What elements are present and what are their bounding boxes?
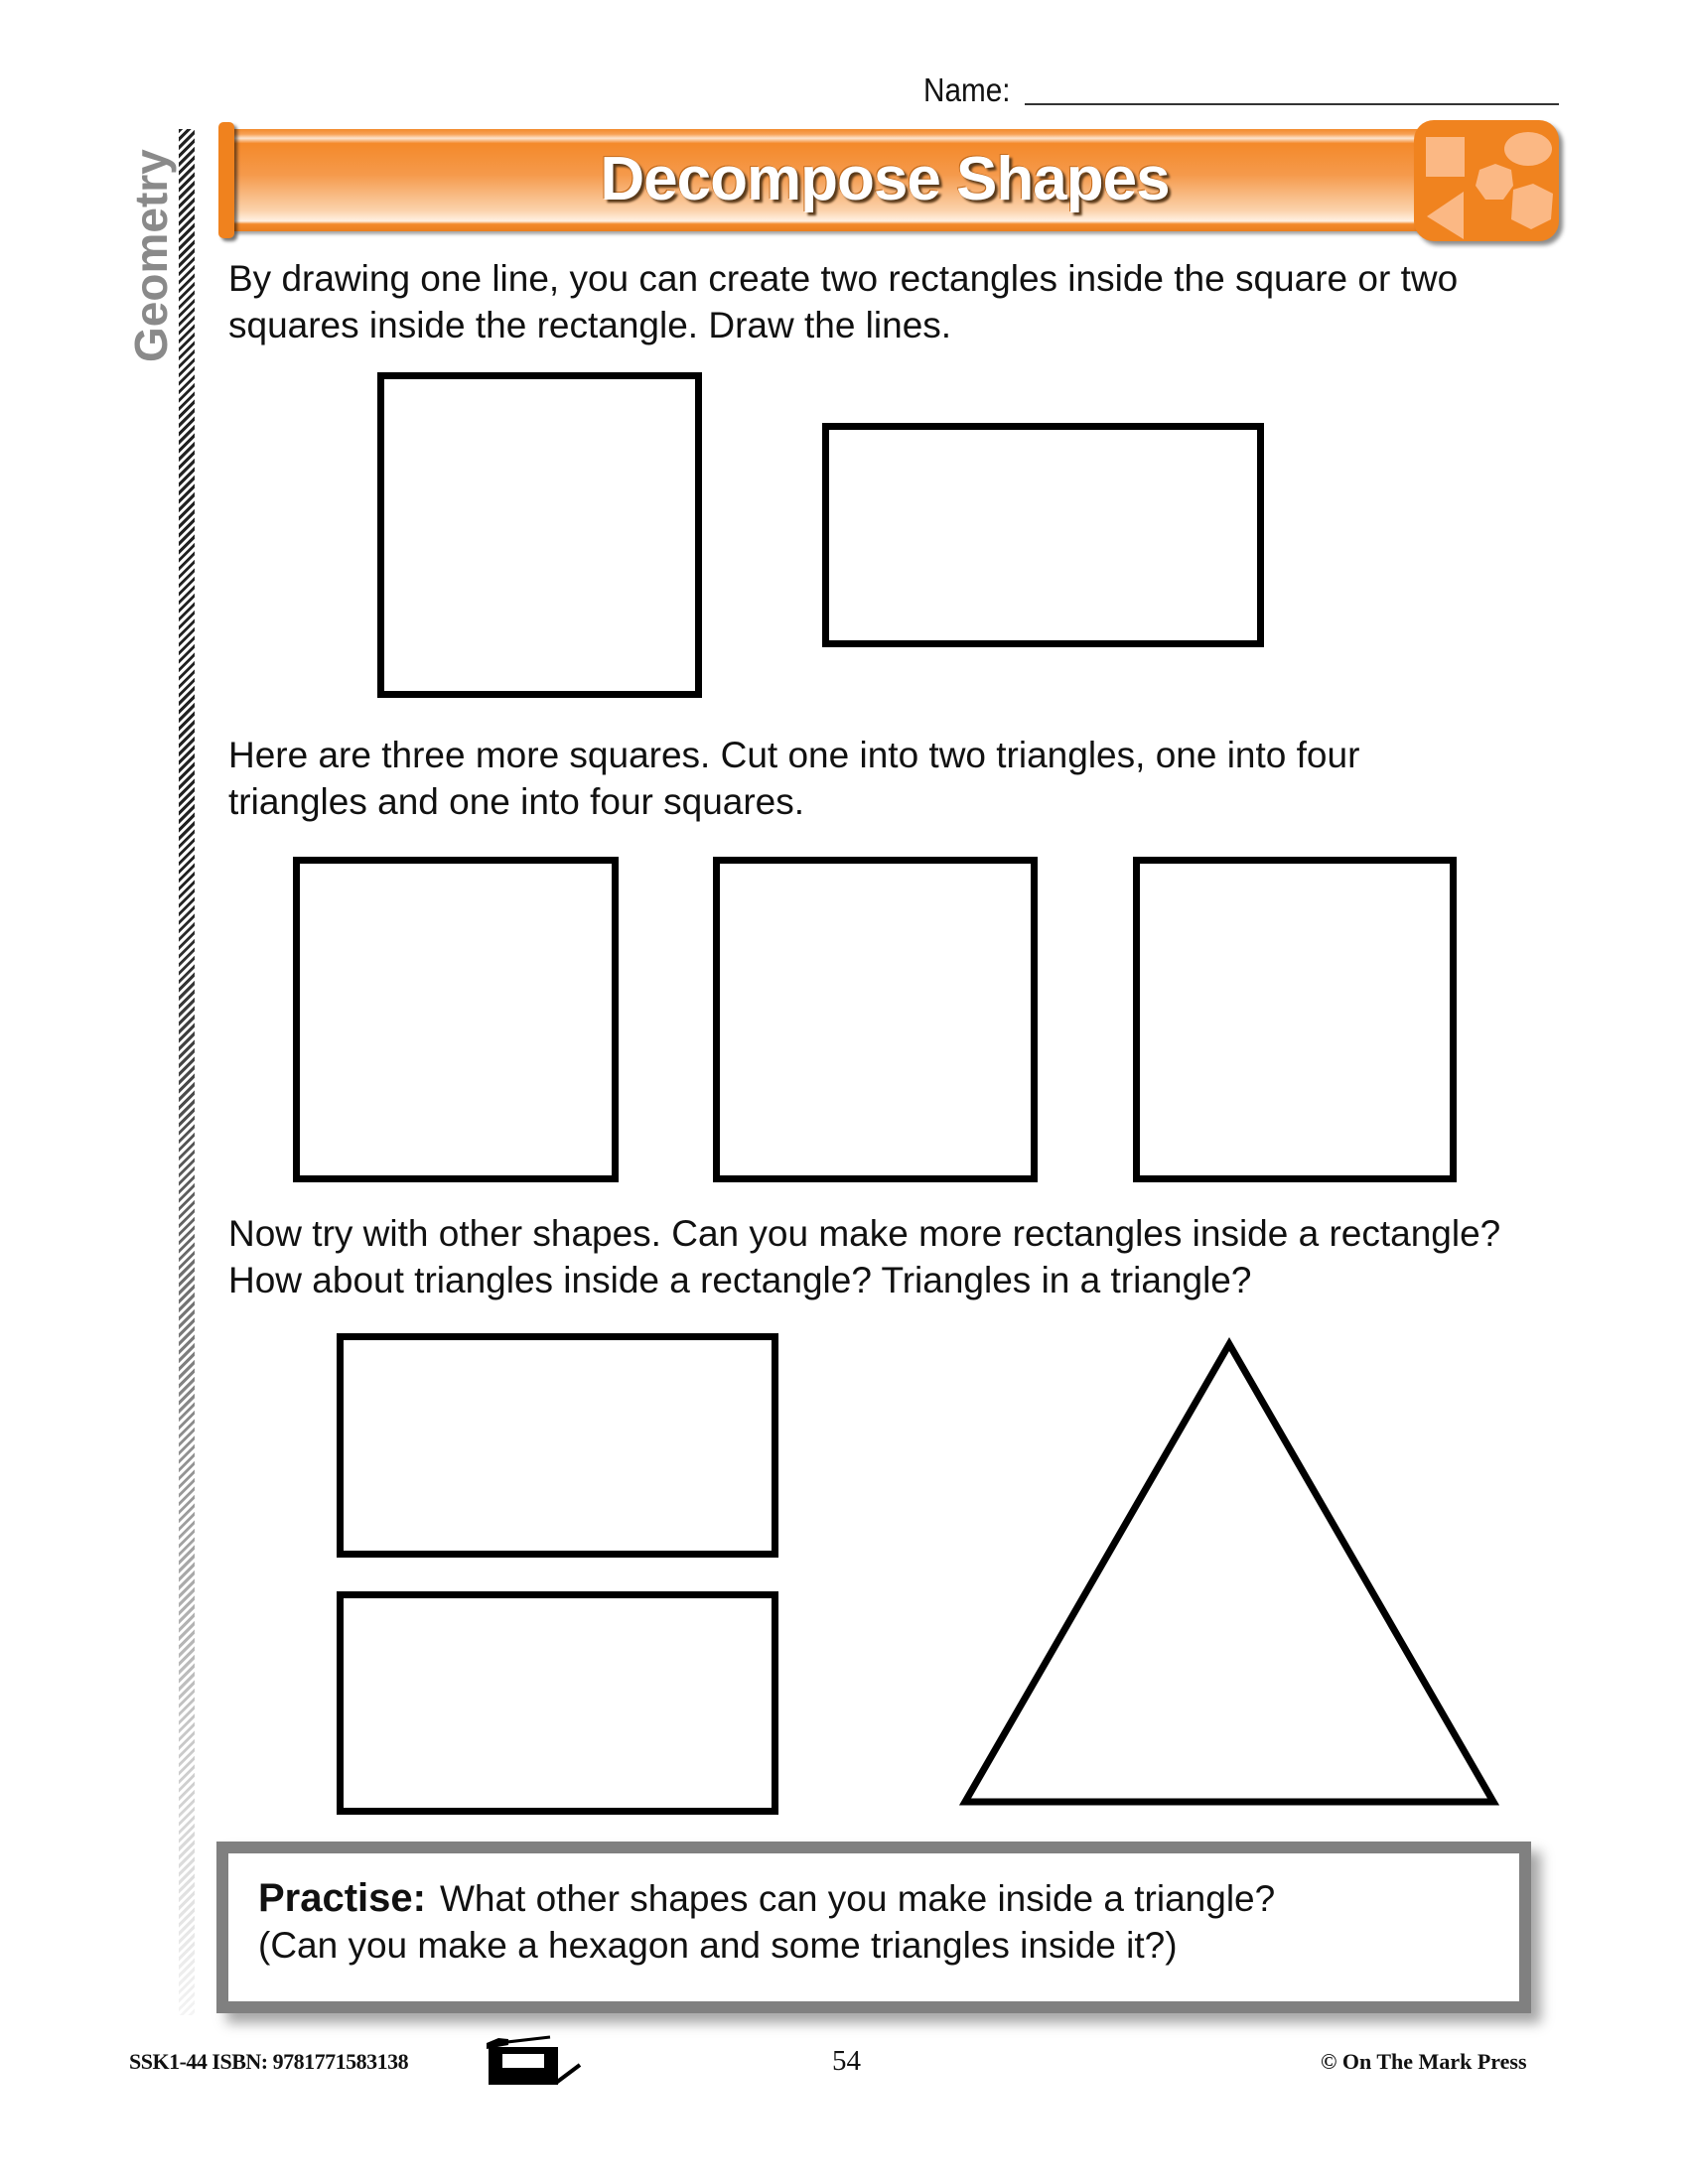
shape-square-4 xyxy=(1133,857,1457,1182)
shapes-icon xyxy=(1414,120,1559,241)
instruction-1-line-2: squares inside the rectangle. Draw the lines. xyxy=(228,305,952,345)
page-title: Decompose Shapes xyxy=(600,145,1170,213)
practise-hint: (Can you make a hexagon and some triangles inside it?) xyxy=(258,1925,1178,1966)
practise-box xyxy=(216,1842,1531,2013)
practise-question: What other shapes can you make inside a triangle? xyxy=(439,1878,1276,1919)
instruction-2-line-1: Here are three more squares. Cut one into two triangles, one into four xyxy=(228,735,1360,775)
practise-label: Practise: xyxy=(258,1876,426,1920)
instruction-3-line-2: How about triangles inside a rectangle? Triangles in a triangle? xyxy=(228,1260,1252,1300)
practise-text xyxy=(258,1875,1275,1969)
subject-tab-label: Geometry xyxy=(125,149,177,362)
shape-square-3 xyxy=(713,857,1038,1182)
title-band-cap xyxy=(218,122,234,238)
instruction-1 xyxy=(228,255,1579,348)
shapes-badge xyxy=(1414,120,1559,241)
side-hatch-strip xyxy=(179,129,195,2015)
shape-rectangle-3 xyxy=(337,1591,778,1815)
page-number: 54 xyxy=(832,2045,861,2077)
instruction-2-line-2: triangles and one into four squares. xyxy=(228,781,805,822)
shape-rectangle-1 xyxy=(822,423,1264,647)
copier-icon xyxy=(487,2035,582,2087)
name-label: Name: xyxy=(923,71,1011,108)
name-input-line[interactable] xyxy=(1025,103,1559,105)
shape-square-2 xyxy=(293,857,619,1182)
shape-square-1 xyxy=(377,372,702,698)
instruction-3-line-1: Now try with other shapes. Can you make more rectangles inside a rectangle? xyxy=(228,1213,1501,1254)
footer-code-isbn: SSK1-44 ISBN: 9781771583138 xyxy=(129,2049,409,2074)
shape-rectangle-2 xyxy=(337,1333,778,1558)
footer-copyright: © On The Mark Press xyxy=(1321,2049,1527,2074)
shape-triangle xyxy=(953,1335,1509,1812)
instruction-3 xyxy=(228,1210,1579,1303)
instruction-1-line-1: By drawing one line, you can create two rectangles inside the square or two xyxy=(228,258,1459,299)
instruction-2 xyxy=(228,732,1579,825)
